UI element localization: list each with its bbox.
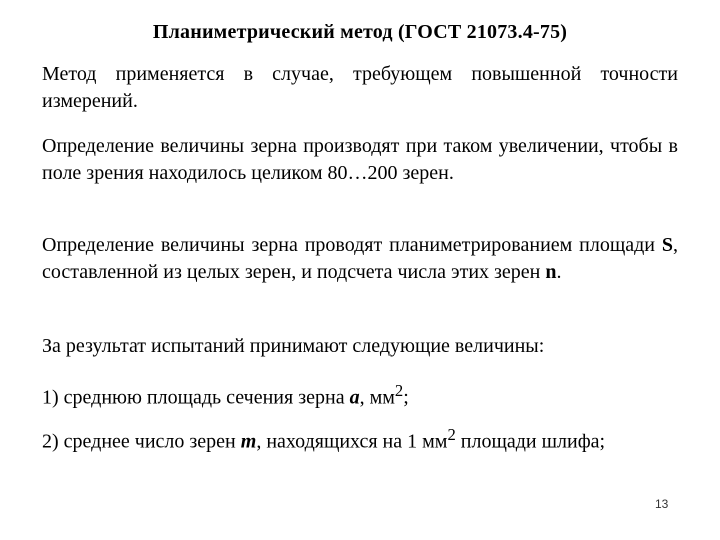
page-number: 13 [655,497,669,511]
text-segment: , находящихся на 1 мм [256,430,448,453]
text-segment: . [556,261,562,283]
variable-n: n [545,261,557,283]
list-item-mean-count [42,421,678,456]
text-segment: 2) среднее число зерен [42,430,241,453]
paragraph-magnification: Определение величины зерна производят при таком увеличении, чтобы в поле зрения находилось целиком 80…200 зерен. [42,135,678,184]
variable-s: S [661,234,673,256]
text-segment: , составленной из целых зерен, и подсчета числа этих зерен [42,234,678,283]
superscript: 2 [447,425,456,444]
text-segment: площади шлифа; [455,430,606,453]
slide-title: Планиметрический метод (ГОСТ 21073.4-75) [152,21,568,43]
variable-a: a [349,386,360,409]
paragraph-method-purpose: Метод применяется в случае, требующем повышенной точности измерений. [42,63,678,112]
text-segment: 1) среднюю площадь сечения зерна [42,386,350,409]
text-segment: ; [403,386,409,409]
superscript: 2 [394,381,404,400]
paragraph-planimetry [42,232,678,286]
variable-m: m [240,430,257,453]
paragraph-results-intro: За результат испытаний принимают следующие величины: [42,335,545,357]
text-segment: , мм [359,386,395,409]
text-segment: Определение величины зерна проводят планиметрированием площади [42,234,662,256]
list-item-mean-area [42,377,678,412]
